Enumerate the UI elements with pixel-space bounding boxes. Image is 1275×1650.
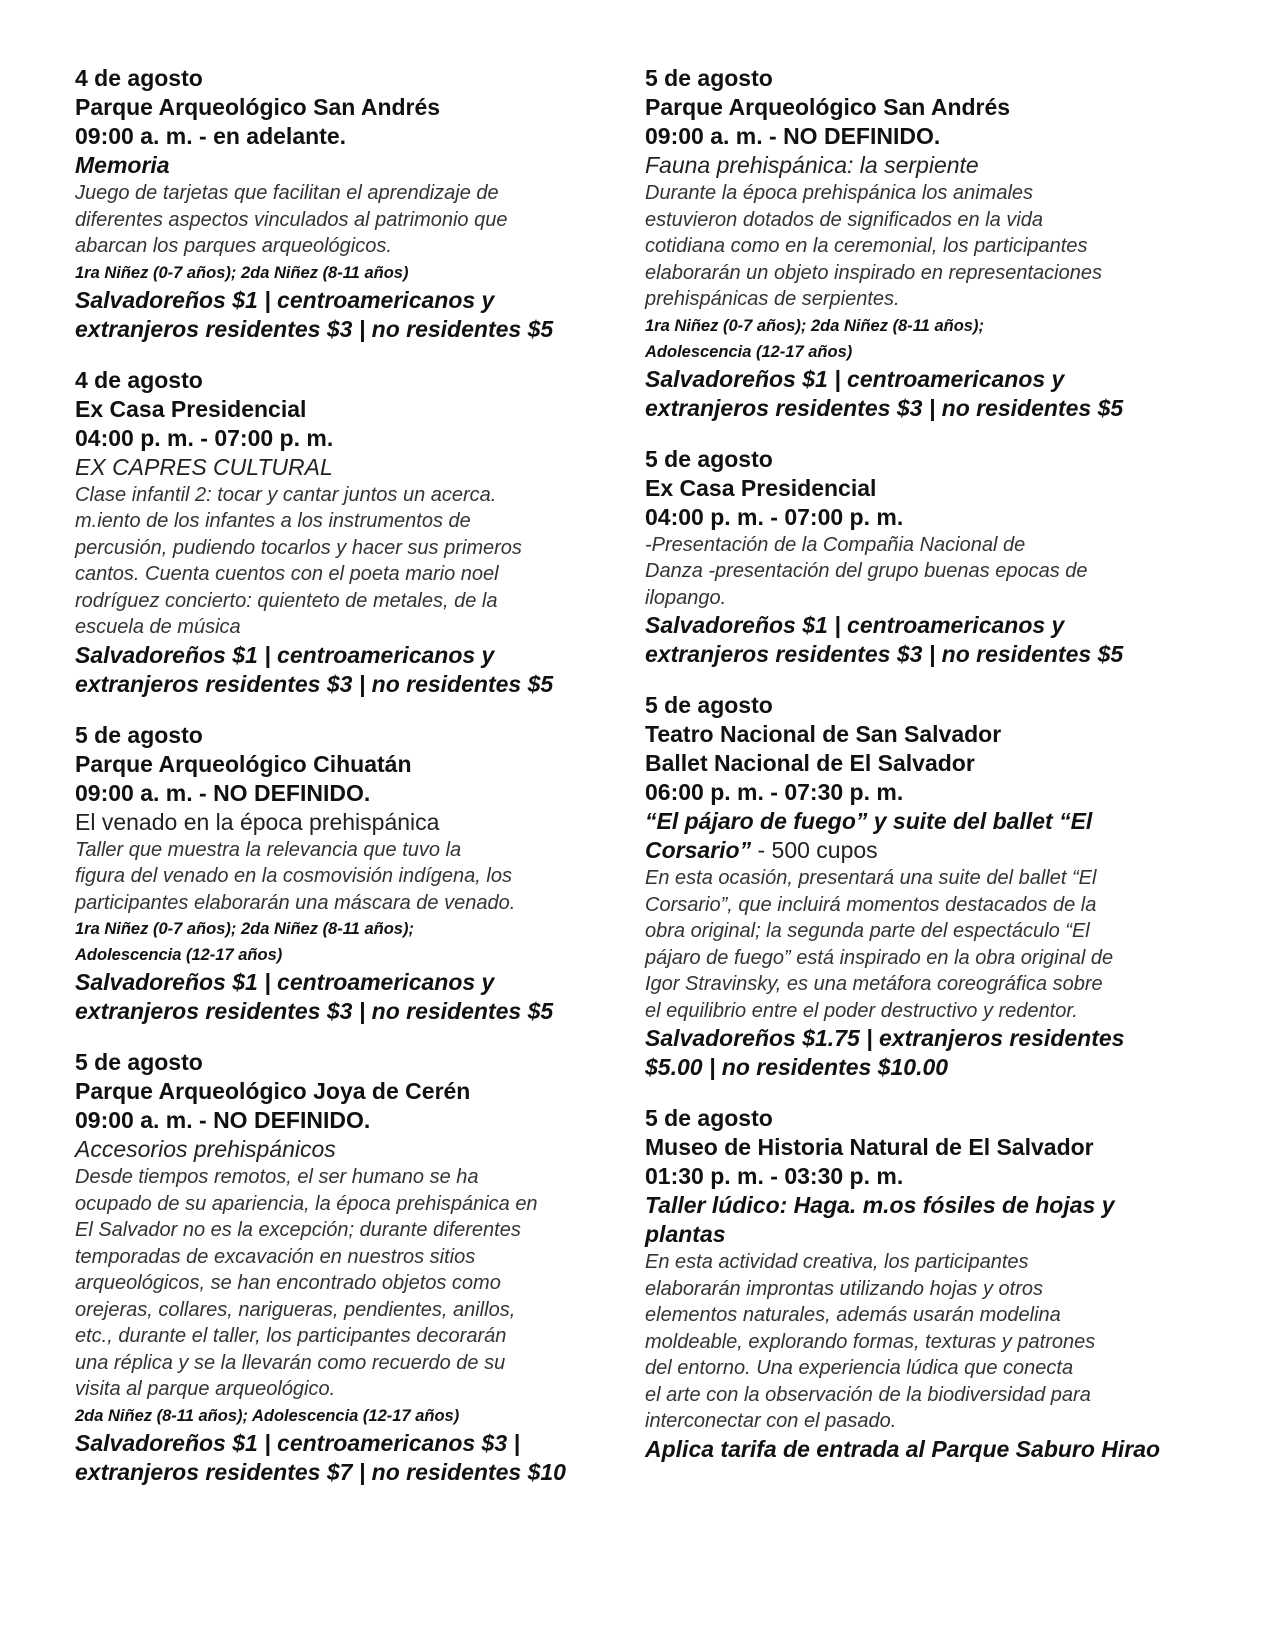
event-venue: Museo de Historia Natural de El Salvador xyxy=(645,1134,1094,1160)
event-venue: Ex Casa Presidencial xyxy=(645,474,877,501)
event-description-line: -Presentación de la Compañia Nacional de xyxy=(645,533,1026,556)
event-description-line: arqueológicos, se han encontrado objetos como xyxy=(75,1272,501,1294)
event-age-groups: Adolescencia (12-17 años) xyxy=(645,342,853,361)
event-title: Memoria xyxy=(75,152,170,178)
event-card xyxy=(645,64,1205,423)
event-title: El venado en la época prehispánica xyxy=(75,808,440,835)
event-description-line: escuela de música xyxy=(75,616,241,638)
event-venue: Parque Arqueológico Joya de Cerén xyxy=(75,1078,471,1104)
event-description-line: Danza -presentación del grupo buenas epocas de xyxy=(645,560,1088,582)
event-date: 5 de agosto xyxy=(75,1049,203,1075)
event-time: 04:00 p. m. - 07:00 p. m. xyxy=(645,503,904,530)
event-price: extranjeros residentes $3 | no residentes $5 xyxy=(75,315,554,342)
event-date: 5 de agosto xyxy=(645,692,773,718)
event-age-groups: 1ra Niñez (0-7 años); 2da Niñez (8-11 años); xyxy=(75,920,414,938)
event-price: extranjeros residentes $7 | no residentes $10 xyxy=(75,1458,566,1485)
event-venue: Teatro Nacional de San Salvador xyxy=(645,721,1002,747)
event-card xyxy=(75,64,615,344)
event-price: extranjeros residentes $3 | no residentes $5 xyxy=(645,641,1124,667)
event-venue: Parque Arqueológico Cihuatán xyxy=(75,750,412,777)
event-description-line: del entorno. Una experiencia lúdica que conecta xyxy=(645,1357,1074,1379)
event-description-line: Taller que muestra la relevancia que tuvo la xyxy=(75,838,462,861)
event-card xyxy=(645,1104,1205,1464)
event-price: Salvadoreños $1.75 | extranjeros residentes xyxy=(645,1025,1125,1051)
event-time: 09:00 a. m. - NO DEFINIDO. xyxy=(645,123,941,149)
event-price: Aplica tarifa de entrada al Parque Saburo Hirao xyxy=(645,1435,1161,1462)
event-description-line: El Salvador no es la excepción; durante diferentes xyxy=(75,1219,521,1241)
event-title: “El pájaro de fuego” y suite del ballet “El xyxy=(645,808,1093,834)
event-description-line: temporadas de excavación en nuestros sitios xyxy=(75,1245,476,1268)
event-date: 5 de agosto xyxy=(75,721,203,748)
event-date: 4 de agosto xyxy=(75,65,203,91)
event-description-line: abarcan los parques arqueológicos. xyxy=(75,235,392,257)
event-description-line: etc., durante el taller, los participantes decorarán xyxy=(75,1325,507,1347)
event-description-line: visita al parque arqueológico. xyxy=(75,1378,336,1400)
event-date: 5 de agosto xyxy=(645,1105,773,1131)
event-venue: Ex Casa Presidencial xyxy=(75,395,307,422)
event-description-line: participantes elaborarán una máscara de venado. xyxy=(75,891,516,914)
event-description-line: pájaro de fuego” está inspirado en la obra original de xyxy=(645,946,1114,969)
event-card xyxy=(645,445,1205,670)
event-description-line: Corsario”, que incluirá momentos destacados de la xyxy=(645,893,1097,916)
event-title: Taller lúdico: Haga. m.os fósiles de hojas y xyxy=(645,1192,1115,1218)
event-title: EX CAPRES CULTURAL xyxy=(75,453,333,480)
event-description-line: Igor Stravinsky, es una metáfora coreográfica sobre xyxy=(645,973,1103,995)
event-description-line: Clase infantil 2: tocar y cantar juntos un acerca. xyxy=(75,483,497,506)
event-description-line: Durante la época prehispánica los animales xyxy=(645,182,1034,204)
event-age-groups: Adolescencia (12-17 años) xyxy=(75,946,283,964)
event-title xyxy=(645,836,1205,865)
event-card xyxy=(75,1048,615,1487)
event-description-line: Desde tiempos remotos, el ser humano se ha xyxy=(75,1166,479,1188)
event-description-line: elementos naturales, además usarán modelina xyxy=(645,1304,1061,1326)
event-price: Salvadoreños $1 | centroamericanos y xyxy=(645,612,1065,638)
event-description-line: En esta actividad creativa, los participantes xyxy=(645,1251,1029,1273)
event-age-groups: 1ra Niñez (0-7 años); 2da Niñez (8-11 años); xyxy=(645,316,984,335)
event-time: 01:30 p. m. - 03:30 p. m. xyxy=(645,1163,904,1189)
event-age-groups: 1ra Niñez (0-7 años); 2da Niñez (8-11 años) xyxy=(75,263,409,282)
event-description-line: el equilibrio entre el poder destructivo y redentor. xyxy=(645,999,1078,1022)
event-description-line: figura del venado en la cosmovisión indígena, los xyxy=(75,865,512,887)
event-card xyxy=(645,691,1205,1082)
event-description-line: elaborarán improntas utilizando hojas y otros xyxy=(645,1277,1043,1300)
event-date: 4 de agosto xyxy=(75,366,203,393)
event-description-line: ilopango. xyxy=(645,586,727,609)
event-description-line: moldeable, explorando formas, texturas y patrones xyxy=(645,1330,1096,1353)
event-price: $5.00 | no residentes $10.00 xyxy=(645,1054,949,1080)
event-description-line: orejeras, collares, narigueras, pendientes, anillos, xyxy=(75,1298,516,1321)
event-title-end: Corsario” xyxy=(645,837,752,863)
event-date: 5 de agosto xyxy=(645,65,773,91)
event-description-line: interconectar con el pasado. xyxy=(645,1410,897,1432)
event-venue: Parque Arqueológico San Andrés xyxy=(75,94,441,120)
event-description-line: una réplica y se la llevarán como recuerdo de su xyxy=(75,1351,506,1374)
event-title: plantas xyxy=(645,1221,726,1247)
event-description-line: obra original; la segunda parte del espectáculo “El xyxy=(645,920,1090,942)
event-title: Accesorios prehispánicos xyxy=(75,1136,336,1162)
event-description-line: estuvieron dotados de significados en la vida xyxy=(645,208,1044,231)
event-price: Salvadoreños $1 | centroamericanos y xyxy=(75,969,495,995)
event-venue: Parque Arqueológico San Andrés xyxy=(645,94,1011,120)
event-description-line: ocupado de su apariencia, la época prehispánica en xyxy=(75,1192,538,1215)
event-card xyxy=(75,721,615,1027)
event-price: extranjeros residentes $3 | no residentes $5 xyxy=(75,670,554,697)
left-column xyxy=(75,64,615,1509)
event-time: 04:00 p. m. - 07:00 p. m. xyxy=(75,424,334,451)
event-description-line: m.iento de los infantes a los instrumentos de xyxy=(75,510,471,532)
event-price: Salvadoreños $1 | centroamericanos y xyxy=(75,286,495,313)
event-price: Salvadoreños $1 | centroamericanos y xyxy=(75,641,495,668)
event-price: Salvadoreños $1 | centroamericanos $3 | xyxy=(75,1429,520,1456)
event-time: 09:00 a. m. - en adelante. xyxy=(75,123,347,149)
event-description-line: percusión, pudiendo tocarlos y hacer sus primeros xyxy=(75,536,522,559)
event-age-groups: 2da Niñez (8-11 años); Adolescencia (12-17 años) xyxy=(75,1406,460,1425)
event-description-line: En esta ocasión, presentará una suite del ballet “El xyxy=(645,867,1097,889)
event-time: 09:00 a. m. - NO DEFINIDO. xyxy=(75,1107,371,1133)
event-date: 5 de agosto xyxy=(645,445,773,472)
event-organizer: Ballet Nacional de El Salvador xyxy=(645,750,975,776)
event-description-line: Juego de tarjetas que facilitan el aprendizaje de xyxy=(75,182,499,204)
event-description-line: diferentes aspectos vinculados al patrimonio que xyxy=(75,208,508,231)
event-description-line: cantos. Cuenta cuentos con el poeta mario noel xyxy=(75,563,499,585)
event-card xyxy=(75,366,615,699)
event-capacity: - 500 cupos xyxy=(751,837,878,863)
event-price: extranjeros residentes $3 | no residentes $5 xyxy=(645,394,1124,421)
event-description-line: cotidiana como en la ceremonial, los participantes xyxy=(645,235,1088,257)
event-time: 06:00 p. m. - 07:30 p. m. xyxy=(645,779,904,805)
event-description-line: elaborarán un objeto inspirado en representaciones xyxy=(645,261,1102,284)
event-title: Fauna prehispánica: la serpiente xyxy=(645,152,979,178)
event-price: extranjeros residentes $3 | no residentes $5 xyxy=(75,998,554,1024)
event-description-line: prehispánicas de serpientes. xyxy=(645,288,900,310)
event-time: 09:00 a. m. - NO DEFINIDO. xyxy=(75,779,371,806)
event-description-line: rodríguez concierto: quienteto de metales, de la xyxy=(75,589,498,612)
event-description-line: el arte con la observación de la biodiversidad para xyxy=(645,1383,1091,1406)
event-price: Salvadoreños $1 | centroamericanos y xyxy=(645,365,1065,392)
right-column xyxy=(645,64,1205,1486)
